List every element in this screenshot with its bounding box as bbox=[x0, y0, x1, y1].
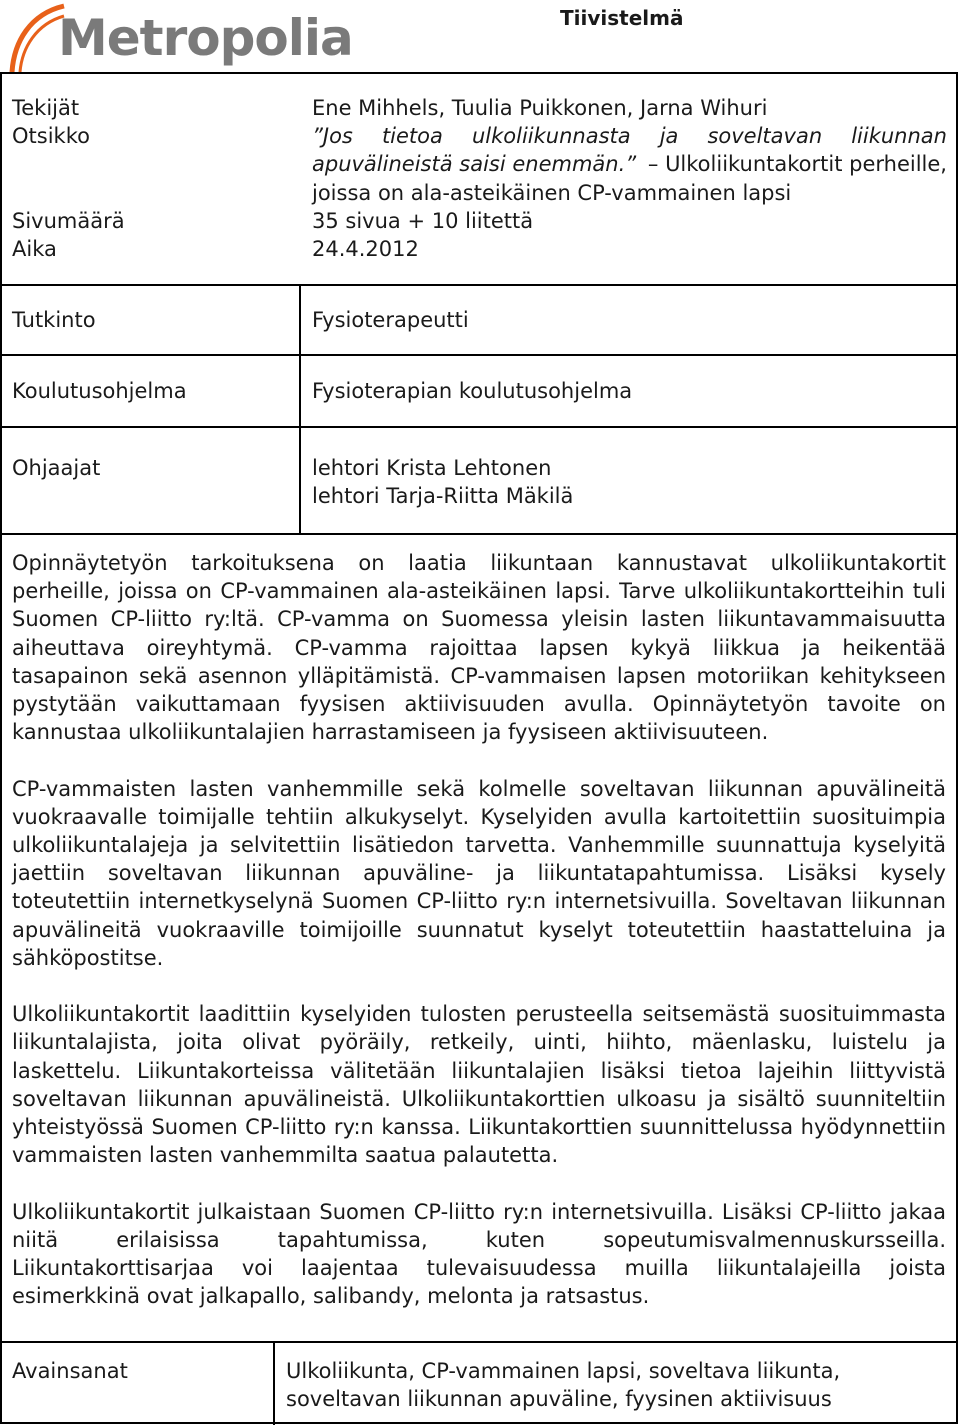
logo-text: Metropolia bbox=[58, 9, 353, 67]
title-word: ”Jos bbox=[312, 124, 353, 149]
degree-label: Tutkinto bbox=[12, 308, 96, 332]
title-word: soveltavan bbox=[707, 124, 823, 149]
divider-line bbox=[0, 533, 958, 535]
title-italic-part: apuvälineistä saisi enemmän.” bbox=[312, 152, 637, 177]
authors-label: Tekijät bbox=[12, 96, 80, 120]
abstract-paragraph: Opinnäytetyön tarkoituksena on laatia liikuntaan kannustavat ulkoliikuntakortit perheille, joissa on CP-vammainen ala-asteikäinen lapsi. Tarve ulkoliikuntakortteihin tuli Suomen CP-liitto ry:ltä. CP-vamma on Suomessa yleisin lasten liikuntavammaisuutta aiheuttava oireyhtymä. CP-vamma rajoittaa lapsen kykyä liikkua ja heikentää tasapainon sekä asennon ylläpitämistä. CP-vammaisen lapsen motoriikan kehitykseen pystytään vaikuttamaan fyysisen aktiivisuuden avulla. Opinnäytetyön tavoite on kannustaa ulkoliikuntalajien harrastamiseen ja fyysiseen aktiivisuuteen. bbox=[12, 551, 946, 745]
abstract-paragraph: CP-vammaisten lasten vanhemmille sekä kolmelle soveltavan liikunnan apuvälineitä vuokraavalle toimijalle tehtiin alkukyselyt. Kyselyiden avulla kartoitettiin suosituimpia ulkoliikuntalajeja ja selvitettiin lisätiedon tarvetta. Vanhemmille suunnattuja kyselyitä jaettiin soveltavan liikunnan apuväline- ja liikuntatapahtumissa. Lisäksi kysely toteutettiin internetkyselynä Suomen CP-liitto ry:n internetsivuilla. Soveltavan liikunnan apuvälineitä vuokraaville toimijoille suunnatut kyselyt toteutettiin haastatteluina ja sähköpostitse. bbox=[12, 776, 946, 970]
metropolia-logo bbox=[8, 2, 353, 74]
supervisors-values bbox=[312, 454, 947, 510]
supervisor-name: lehtori Tarja-Riitta Mäkilä bbox=[312, 484, 574, 509]
column-divider bbox=[273, 1341, 275, 1425]
thesis-title-line-2 bbox=[312, 150, 947, 178]
divider-line bbox=[0, 426, 958, 428]
pages-label: Sivumäärä bbox=[12, 208, 125, 233]
title-label: Otsikko bbox=[12, 124, 90, 149]
abstract-text bbox=[12, 549, 946, 1339]
programme-value: Fysioterapian koulutusohjelma bbox=[312, 379, 633, 403]
title-word: ja bbox=[659, 124, 679, 149]
programme-label: Koulutusohjelma bbox=[12, 379, 187, 403]
thesis-title-line-3: joissa on ala-asteikäinen CP-vammainen lapsi bbox=[312, 180, 792, 205]
abstract-paragraph: Ulkoliikuntakortit julkaistaan Suomen CP-liitto ry:n internetsivuilla. Lisäksi CP-liitto jakaa niitä erilaisissa tapahtumissa, kuten sopeutumisvalmennuskursseilla. Liikuntakorttisarjaa voi laajentaa tulevaisuudessa muilla liikuntalajeilla joista esimerkkinä ovat jalkapallo, salibandy, melonta ja ratsastus. bbox=[12, 1199, 946, 1309]
meta-labels bbox=[12, 94, 125, 263]
thesis-title-line-1 bbox=[312, 122, 947, 150]
divider-line bbox=[0, 354, 958, 356]
keywords-value: Ulkoliikunta, CP-vammainen lapsi, soveltava liikunta, soveltavan liikunnan apuväline, fyysinen aktiivisuus bbox=[286, 1359, 841, 1412]
title-word: tietoa bbox=[381, 124, 443, 149]
meta-values bbox=[312, 94, 947, 263]
title-word: ulkoliikunnasta bbox=[471, 124, 631, 149]
divider-line bbox=[0, 1341, 958, 1343]
time-label: Aika bbox=[12, 236, 57, 261]
column-divider bbox=[299, 284, 301, 535]
supervisors-label: Ohjaajat bbox=[12, 456, 101, 480]
divider-line bbox=[0, 284, 958, 286]
title-word: liikunnan bbox=[851, 124, 947, 149]
pages-value: 35 sivua + 10 liitettä bbox=[312, 208, 534, 233]
time-value: 24.4.2012 bbox=[312, 236, 419, 261]
authors-value: Ene Mihhels, Tuulia Puikkonen, Jarna Wihuri bbox=[312, 96, 768, 120]
title-subtitle-part: – Ulkoliikuntakortit perheille, bbox=[647, 152, 947, 177]
supervisor-name: lehtori Krista Lehtonen bbox=[312, 456, 552, 480]
page-title: Tiivistelmä bbox=[560, 6, 684, 30]
keywords-label: Avainsanat bbox=[12, 1359, 128, 1383]
abstract-paragraph: Ulkoliikuntakortit laadittiin kyselyiden tulosten perusteella seitsemästä suosituimmasta liikuntalajista, joita olivat pyöräily, retkeily, uinti, hiihto, mäenlasku, luistelu ja laskettelu. Liikuntakorteissa välitetään liikuntalajien lisäksi tietoa lajeihin liittyvistä soveltavan liikunnan apuvälineistä. Ulkoliikuntakorttien ulkoasu ja sisältö suunniteltiin yhteistyössä Suomen CP-liitto ry:n kanssa. Liikuntakorttien suunnittelussa hyödynnettiin vammaisten lasten vanhemmilta saatua palautetta. bbox=[12, 1002, 946, 1168]
degree-value: Fysioterapeutti bbox=[312, 308, 469, 332]
